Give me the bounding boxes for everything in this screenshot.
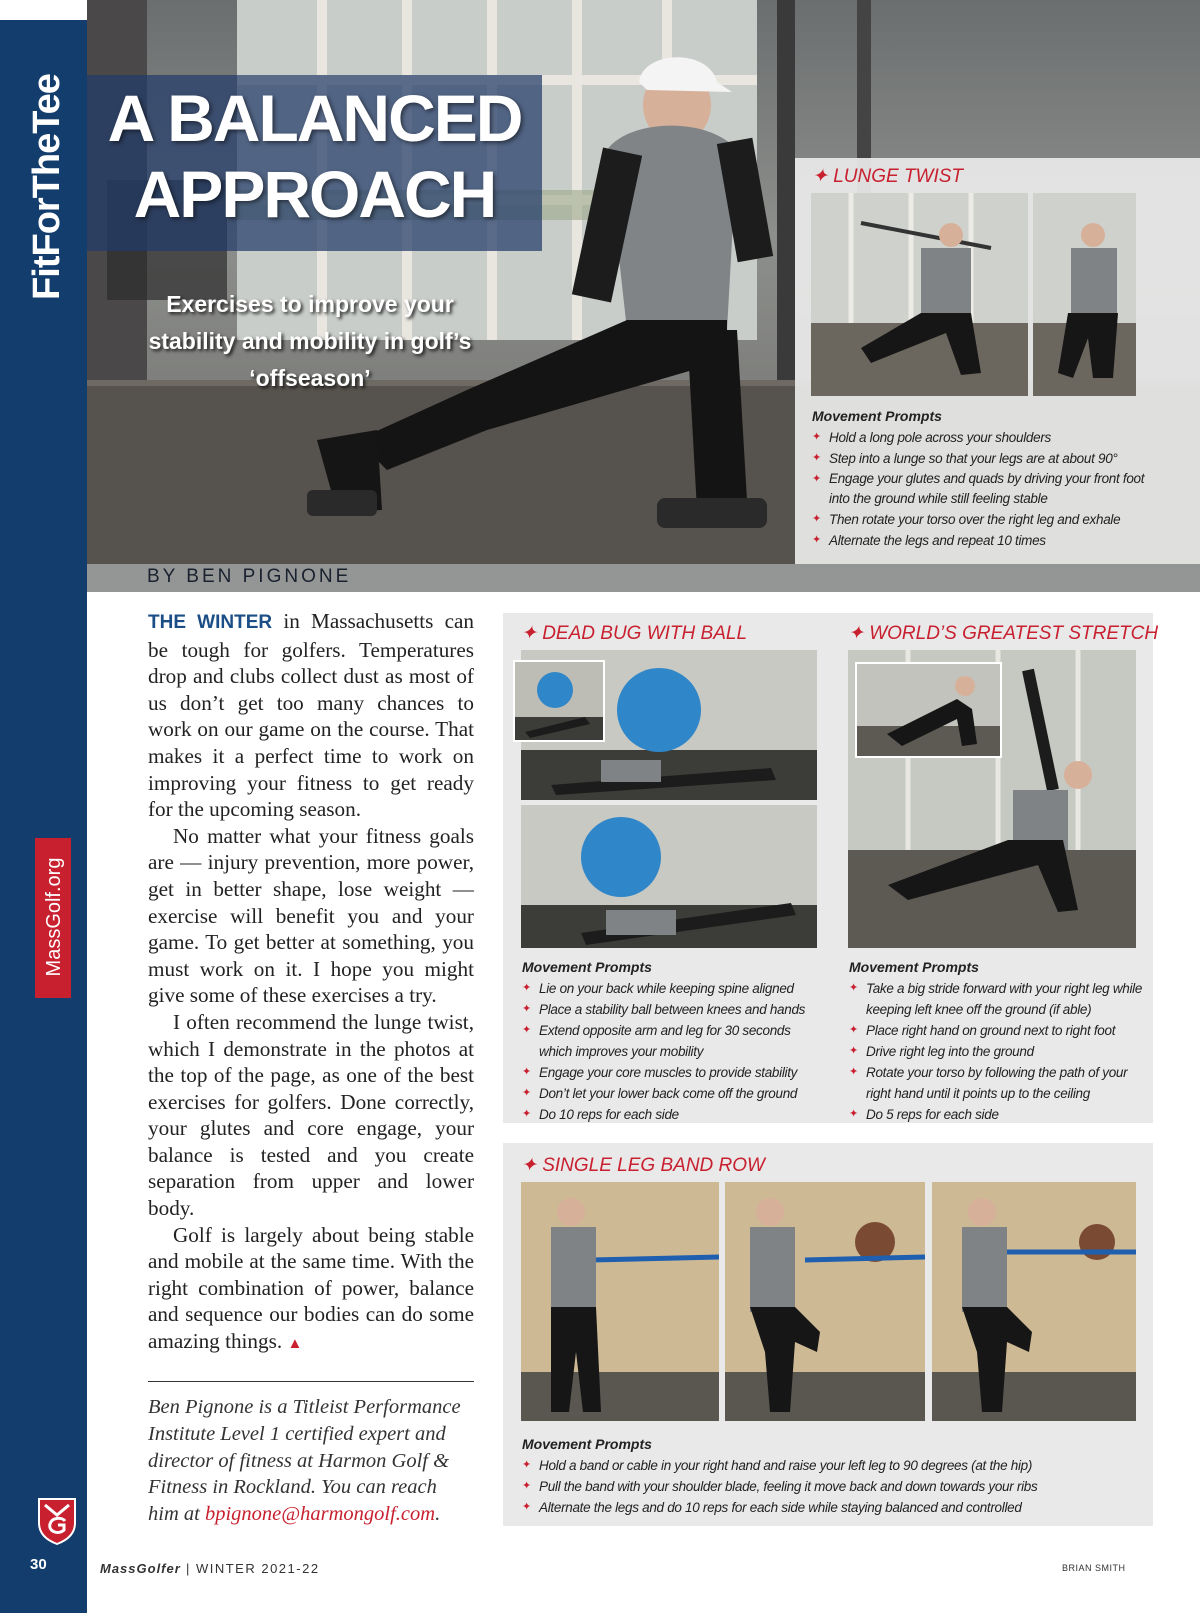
lunge-twist-prompts: [812, 427, 1150, 551]
article-paragraph: [148, 608, 474, 823]
article-paragraph: [148, 1222, 474, 1358]
article-paragraph: No matter what your fitness goals are — injury prevention, more power, get in better shape, lose weight — exercise will benefit you and your game. To get better at something, you must work on it. I hope you might give some of these exercises a try.: [148, 823, 474, 1008]
star-icon: ✦: [521, 623, 537, 644]
prompt-item: ✦ Lie on your back while keeping spine aligned: [522, 978, 827, 999]
page-title: A BALANCED APPROACH: [107, 81, 522, 231]
prompt-item: ✦ Then rotate your torso over the right leg and exhale: [812, 509, 1150, 530]
author-bio: [148, 1394, 468, 1528]
article-paragraph: I often recommend the lunge twist, which I demonstrate in the photos at the top of the page, as one of the best exercises for golfers. Done correctly, your glutes and core engage, your balance is tested and you create separation from upper and lower body.: [148, 1009, 474, 1221]
article-lead-in: THE WINTER: [148, 612, 273, 633]
star-icon: ✦: [848, 623, 864, 644]
prompt-item: ✦ Take a big stride forward with your right leg while keeping left knee off the ground (if able): [849, 978, 1149, 1020]
dead-bug-header: [521, 622, 747, 645]
worlds-greatest-prompts-title: Movement Prompts: [849, 959, 979, 975]
author-email-link[interactable]: bpignone@harmongolf.com: [204, 1503, 436, 1526]
worlds-greatest-title: WORLD’S GREATEST STRETCH: [869, 623, 1159, 644]
lunge-twist-prompts-title: Movement Prompts: [812, 408, 942, 424]
prompt-item: ✦ Drive right leg into the ground: [849, 1041, 1149, 1062]
article-paragraph-text: in Massachusetts can be tough for golfers. Temperatures drop and clubs collect dust as most of us don’t get too many chances to work on our game on the course. That makes it a perfect time to work on improving your fitness to get ready for the upcoming season.: [148, 609, 475, 822]
footer-separator: |: [185, 1561, 191, 1576]
lunge-twist-title: LUNGE TWIST: [833, 166, 964, 187]
end-mark-icon: ▲: [287, 1336, 303, 1353]
prompt-item: ✦ Do 5 reps for each side: [849, 1104, 1149, 1125]
magazine-name: MassGolfer: [100, 1561, 181, 1576]
dead-bug-prompts-title: Movement Prompts: [522, 959, 652, 975]
lunge-twist-photo-2: [1033, 193, 1136, 396]
issue-label: WINTER 2021-22: [195, 1561, 320, 1576]
prompt-item: ✦ Don’t let your lower back come off the ground: [522, 1083, 827, 1104]
dead-bug-title: DEAD BUG WITH BALL: [542, 623, 748, 644]
prompt-item: ✦ Alternate the legs and do 10 reps for each side while staying balanced and controlled: [522, 1497, 1142, 1518]
article-paragraph-text: Golf is largely about being stable and mobile at the same time. With the right combination of power, balance and sequence our bodies can do some amazing things.: [148, 1222, 474, 1354]
prompt-item: ✦ Do 10 reps for each side: [522, 1104, 827, 1125]
lunge-twist-header: [812, 165, 963, 188]
band-row-photo-1: [521, 1182, 719, 1421]
prompt-item: ✦ Pull the band with your shoulder blade, feeling it move back and down towards your ribs: [522, 1476, 1142, 1497]
site-label: MassGolf.org: [43, 857, 65, 977]
page-footer: [100, 1561, 320, 1576]
prompt-item: ✦ Hold a band or cable in your right hand and raise your left leg to 90 degrees (at the hip): [522, 1455, 1142, 1476]
worlds-greatest-header: [848, 622, 1158, 645]
prompt-item: ✦ Engage your glutes and quads by driving your front foot into the ground while still feeling stable: [812, 469, 1150, 509]
prompt-item: ✦ Place right hand on ground next to right foot: [849, 1020, 1149, 1041]
band-row-title: SINGLE LEG BAND ROW: [542, 1155, 765, 1176]
prompt-item: ✦ Step into a lunge so that your legs are at about 90°: [812, 448, 1150, 469]
prompt-item: ✦ Rotate your torso by following the path of your right hand until it points up to the ceiling: [849, 1062, 1149, 1104]
band-row-photo-3: [932, 1182, 1136, 1421]
band-row-photo-2: [725, 1182, 925, 1421]
byline: BY BEN PIGNONE: [147, 566, 352, 587]
prompt-item: ✦ Hold a long pole across your shoulders: [812, 427, 1150, 448]
prompt-item: ✦ Place a stability ball between knees and hands: [522, 999, 827, 1020]
prompt-item: ✦ Extend opposite arm and leg for 30 seconds which improves your mobility: [522, 1020, 827, 1062]
band-row-prompts-title: Movement Prompts: [522, 1436, 652, 1452]
band-row-prompts: [522, 1455, 1142, 1518]
worlds-greatest-prompts: [849, 978, 1149, 1125]
dead-bug-prompts: [522, 978, 827, 1125]
star-icon: ✦: [521, 1155, 537, 1176]
page-subtitle: Exercises to improve your stability and mobility in golf’s ‘offseason’: [148, 291, 472, 391]
lunge-twist-photo-1: [811, 193, 1028, 396]
dead-bug-photo-2: [521, 805, 817, 948]
prompt-item: ✦ Alternate the legs and repeat 10 times: [812, 530, 1150, 551]
bio-divider: [148, 1381, 474, 1382]
bio-tail: .: [435, 1503, 441, 1526]
dead-bug-inset-photo: [513, 660, 605, 742]
star-icon: ✦: [812, 166, 828, 187]
worlds-greatest-inset-photo: [855, 662, 1002, 758]
bio-text: Ben Pignone is a Titleist Performance Institute Level 1 certified expert and director of fitness at Harmon Golf & Fitness in Rockland. You can reach him at: [148, 1396, 461, 1526]
band-row-header: [521, 1154, 765, 1177]
prompt-item: ✦ Engage your core muscles to provide stability: [522, 1062, 827, 1083]
section-label: FitForTheTee: [26, 74, 68, 300]
massgolf-shield-icon: [35, 1495, 79, 1545]
sidebar-top-gap: [0, 0, 87, 20]
photo-credit: BRIAN SMITH: [1062, 1563, 1126, 1573]
page-number: 30: [30, 1556, 47, 1573]
article-body: [148, 608, 474, 1358]
